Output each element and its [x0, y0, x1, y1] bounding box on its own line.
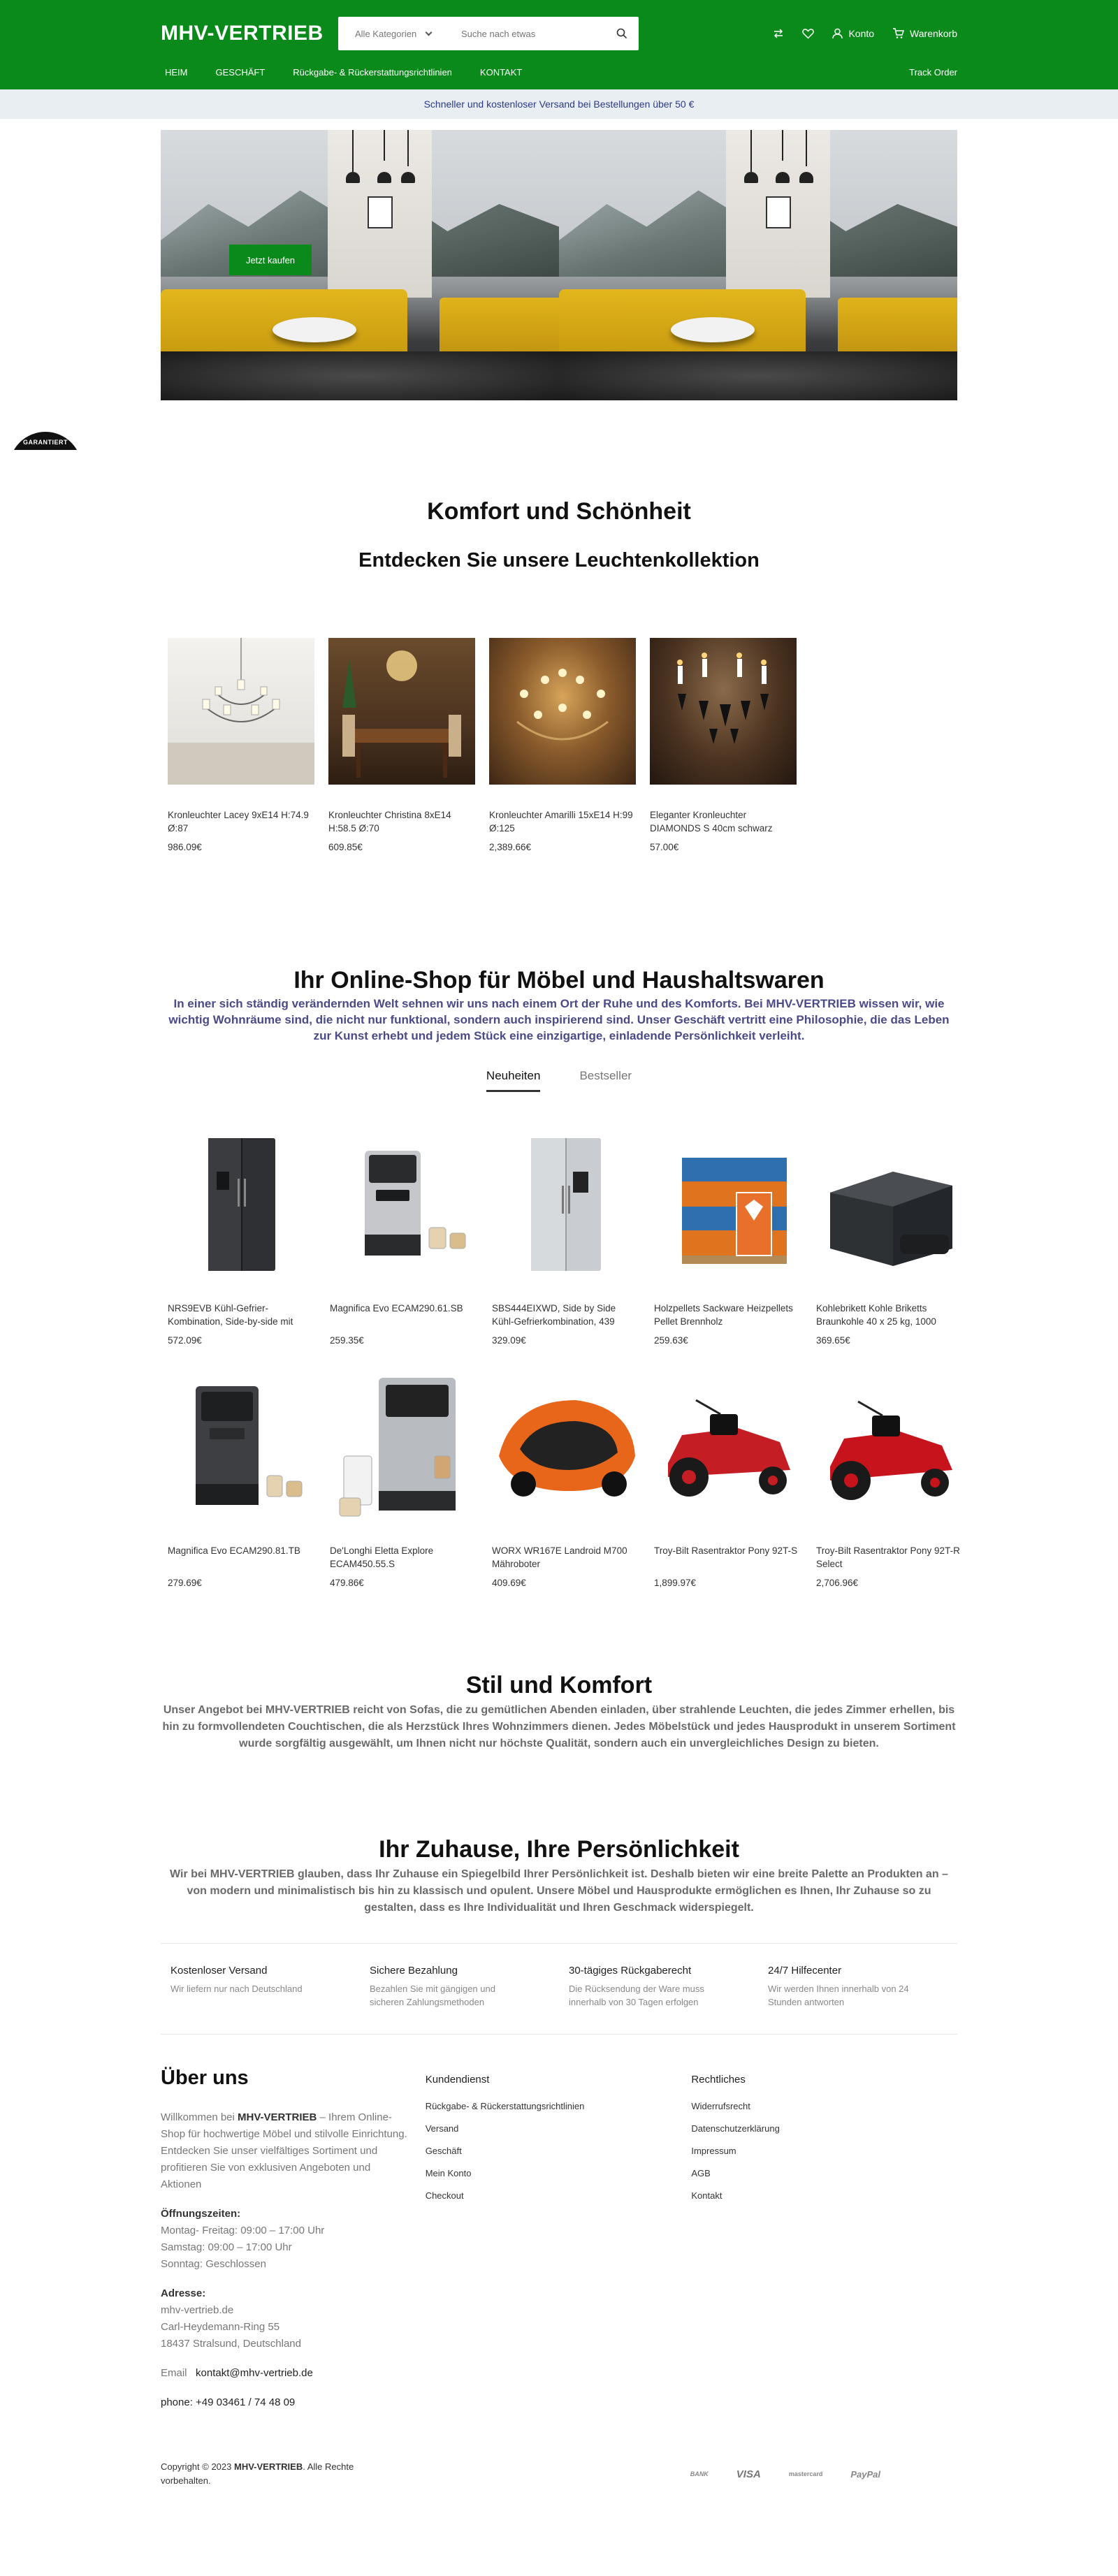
hours-saturday: Samstag: 09:00 – 17:00 Uhr [161, 2241, 292, 2253]
category-select[interactable] [338, 17, 444, 50]
product-price: 409.69€ [492, 1578, 526, 1588]
product-price: 986.09€ [168, 842, 202, 852]
footer-link-contact[interactable]: Kontakt [691, 2190, 723, 2201]
footer-customer-service [426, 2067, 692, 2411]
product-price: 2,706.96€ [816, 1578, 859, 1588]
product-price: 329.09€ [492, 1335, 526, 1346]
footer-link-shop[interactable]: Geschäft [425, 2146, 462, 2156]
product-name[interactable]: WORX WR167E Landroid M700 Mähroboter [492, 1545, 627, 1569]
product-tabs [161, 1069, 957, 1092]
product-card[interactable] [654, 1130, 802, 1346]
product-name[interactable]: Holzpellets Sackware Heizpellets Pellet Brennholz [654, 1303, 793, 1327]
product-image[interactable] [492, 1130, 640, 1278]
product-image[interactable] [816, 1130, 964, 1278]
compare-icon[interactable] [773, 28, 784, 39]
site-header [0, 0, 1118, 89]
shipping-notice: Schneller und kostenloser Versand bei Bestellungen über 50 € [0, 89, 1118, 119]
product-card[interactable] [330, 1372, 478, 1588]
section-title-online-shop: Ihr Online-Shop für Möbel und Haushaltswaren [293, 967, 825, 994]
product-price: 2,389.66€ [489, 842, 532, 852]
product-price: 279.69€ [168, 1578, 202, 1588]
footer-link-withdrawal[interactable]: Widerrufsrecht [691, 2101, 750, 2111]
cart-label: Warenkorb [910, 28, 957, 39]
nav-shop[interactable]: GESCHÄFT [215, 67, 266, 78]
product-price: 259.63€ [654, 1335, 688, 1346]
visa-icon: VISA [736, 2468, 761, 2480]
product-name[interactable]: Troy-Bilt Rasentraktor Pony 92T-S [654, 1545, 798, 1556]
shop-now-button[interactable]: Jetzt kaufen [229, 245, 312, 275]
nav-returns[interactable]: Rückgabe- & Rückerstattungsrichtlinien [293, 67, 452, 78]
cart-link[interactable] [892, 28, 957, 39]
product-name[interactable]: Kronleuchter Amarilli 15xE14 H:99 Ø:125 [489, 810, 633, 834]
product-name[interactable]: Kohlebrikett Kohle Briketts Braunkohle 40 x 25 kg, 1000 [816, 1303, 936, 1327]
product-image[interactable] [330, 1372, 478, 1520]
product-card[interactable] [650, 638, 797, 852]
product-image[interactable] [328, 638, 475, 785]
product-image[interactable] [816, 1372, 964, 1520]
footer-about [161, 2067, 426, 2411]
product-price: 479.86€ [330, 1578, 364, 1588]
search-input[interactable] [444, 17, 605, 50]
product-card[interactable] [492, 1130, 640, 1346]
product-card[interactable] [168, 1130, 316, 1346]
account-link[interactable] [832, 28, 874, 39]
feature-help-center: 24/7 Hilfecenter Wir werden Ihnen innerhalb von 24 Stunden antworten [768, 1965, 909, 2007]
product-image[interactable] [168, 1130, 316, 1278]
hero-image-right [559, 130, 957, 400]
hero-banner [161, 130, 957, 400]
product-card[interactable] [168, 1372, 316, 1588]
product-image[interactable] [168, 638, 314, 785]
search-icon[interactable] [605, 28, 639, 39]
address-line-3: 18437 Stralsund, Deutschland [161, 2338, 301, 2350]
wishlist-heart-icon[interactable] [802, 28, 814, 39]
product-name[interactable]: Magnifica Evo ECAM290.61.SB [330, 1303, 463, 1314]
section-title-style: Stil und Komfort [465, 1672, 653, 1698]
product-image[interactable] [168, 1372, 316, 1520]
features-bar [161, 1943, 957, 2035]
email-link[interactable]: kontakt@mhv-vertrieb.de [196, 2367, 313, 2379]
footer-about-title: Über uns [161, 2067, 249, 2089]
product-card[interactable] [330, 1130, 478, 1346]
product-grid-row-1 [161, 1130, 957, 1346]
footer-link-terms[interactable]: AGB [691, 2168, 711, 2178]
footer-col-title: Rechtliches [691, 2074, 746, 2086]
chevron-down-icon [426, 29, 433, 36]
product-image[interactable] [654, 1372, 802, 1520]
section-home-text: Wir bei MHV-VERTRIEB glauben, dass Ihr Zuhause ein Spiegelbild Ihrer Persönlichkeit ist. Deshalb bieten wir eine breite Palette an Produkten an – von modern und minimalistisch bis hin zu klassisch und opulent. Unsere Möbel und Hausprodukte ermöglichen es Ihnen, Ihr Zuhause so zu gestalten, dass es Ihre Individualität und Ihren Geschmack widerspiegelt. [170, 1868, 948, 1914]
hours-weekday: Montag- Freitag: 09:00 – 17:00 Uhr [161, 2225, 325, 2236]
section-title-home: Ihr Zuhause, Ihre Persönlichkeit [379, 1836, 739, 1863]
hero-image-left [161, 130, 559, 400]
feature-free-shipping: Kostenloser Versand Wir liefern nur nach Deutschland [170, 1965, 303, 1994]
product-image[interactable] [489, 638, 636, 785]
payment-methods [690, 2468, 880, 2480]
footer-legal [691, 2067, 957, 2411]
product-price: 57.00€ [650, 842, 679, 852]
product-image[interactable] [330, 1130, 478, 1278]
product-card[interactable] [168, 638, 314, 852]
nav-track-order[interactable]: Track Order [909, 67, 957, 78]
tab-bestsellers[interactable]: Bestseller [579, 1069, 632, 1082]
footer-link-imprint[interactable]: Impressum [691, 2146, 736, 2156]
cart-icon [892, 28, 904, 39]
product-name[interactable]: Magnifica Evo ECAM290.81.TB [168, 1545, 300, 1556]
guarantee-badge[interactable]: GARANTIERT [9, 432, 82, 450]
product-card[interactable] [816, 1130, 964, 1346]
section-title-comfort: Komfort und Schönheit [427, 498, 691, 525]
section-style-text: Unser Angebot bei MHV-VERTRIEB reicht von Sofas, die zu gemütlichen Abenden einladen, über strahlende Leuchten, die jedes Zimmer erhellen, bis hin zu formvollendeten Couchtischen, die als Herzstück Ihres Wohnzimmers dienen. Jedes Möbelstück und jedes Hausprodukt in unserem Sortiment wurde sorgfältig ausgewählt, um Ihnen nicht nur höchste Qualität, sondern auch ein unvergleichliches Design zu bieten. [162, 1704, 956, 1749]
footer-link-checkout[interactable]: Checkout [425, 2190, 464, 2201]
phone-number: phone: +49 03461 / 74 48 09 [161, 2396, 296, 2408]
paypal-icon: PayPal [850, 2468, 880, 2480]
footer-link-privacy[interactable]: Datenschutzerklärung [691, 2123, 780, 2134]
product-name[interactable]: Eleganter Kronleuchter DIAMONDS S 40cm schwarz [650, 810, 773, 834]
product-price: 259.35€ [330, 1335, 364, 1346]
product-grid-row-2 [161, 1372, 960, 1588]
hours-label: Öffnungszeiten: [161, 2208, 241, 2220]
address-line-2: Carl-Heydemann-Ring 55 [161, 2321, 280, 2333]
bank-transfer-icon: BANK [690, 2471, 709, 2477]
copyright: Copyright © 2023 MHV-VERTRIEB. Alle Rechte vorbehalten. [161, 2461, 354, 2486]
product-name[interactable]: De'Longhi Eletta Explore ECAM450.55.S [330, 1545, 434, 1569]
product-card[interactable] [328, 638, 475, 852]
product-name[interactable]: SBS444EIXWD, Side by Side Kühl-Gefrierkombination, 439 [492, 1303, 616, 1327]
section-subtitle-lights: Entdecken Sie unsere Leuchtenkollektion [358, 549, 760, 572]
section-intro-text: In einer sich ständig verändernden Welt sehnen wir uns nach einem Ort der Ruhe und des Komforts. Bei MHV-VERTRIEB wissen wir, wie wichtig Wohnräume sind, die nicht nur funktional, sondern auch inspirierend sind. Unser Geschäft vertritt eine Philosophie, die das Leben zur Kunst erhebt und jedem Stück eine einzigartige, einladende Persönlichkeit verleiht. [168, 997, 950, 1042]
hours-sunday: Sonntag: Geschlossen [161, 2258, 266, 2270]
footer-about-text: Willkommen bei MHV-VERTRIEB – Ihrem Online-Shop für hochwertige Möbel und stilvolle Einrichtung. Entdecken Sie unser vielfältiges Sortiment und profitieren Sie von exklusiven Angeboten und Aktionen [161, 2111, 407, 2190]
product-name[interactable]: Kronleuchter Christina 8xE14 H:58.5 Ø:70 [328, 810, 451, 834]
address-line-1: mhv-vertrieb.de [161, 2304, 234, 2316]
site-footer [161, 2035, 957, 2411]
product-image[interactable] [492, 1372, 640, 1520]
footer-link-returns[interactable]: Rückgabe- & Rückerstattungsrichtlinien [425, 2101, 585, 2111]
footer-link-account[interactable]: Mein Konto [425, 2168, 472, 2178]
product-price: 609.85€ [328, 842, 363, 852]
address-label: Adresse: [161, 2287, 206, 2299]
product-card[interactable] [492, 1372, 640, 1588]
lights-product-grid [161, 638, 957, 852]
mastercard-icon: mastercard [788, 2471, 823, 2477]
product-name[interactable]: NRS9EVB Kühl-Gefrier-Kombination, Side-by-side mit [168, 1303, 293, 1327]
feature-returns: 30-tägiges Rückgaberecht Die Rücksendung der Ware muss innerhalb von 30 Tagen erfolgen [569, 1965, 704, 2007]
product-price: 369.65€ [816, 1335, 850, 1346]
product-name[interactable]: Troy-Bilt Rasentraktor Pony 92T-R Select [816, 1545, 960, 1569]
main-nav [161, 67, 957, 89]
product-price: 1,899.97€ [654, 1578, 697, 1588]
product-image[interactable] [654, 1130, 802, 1278]
category-select-label: Alle Kategorien [355, 28, 417, 39]
footer-link-shipping[interactable]: Versand [425, 2123, 459, 2134]
nav-contact[interactable]: KONTAKT [479, 67, 523, 78]
product-price: 572.09€ [168, 1335, 202, 1346]
product-card[interactable] [816, 1372, 964, 1588]
site-logo[interactable]: MHV-VERTRIEB [161, 22, 324, 45]
footer-col-title: Kundendienst [425, 2074, 490, 2086]
product-card[interactable] [654, 1372, 802, 1588]
email-label: Email [161, 2367, 187, 2379]
feature-secure-payment: Sichere Bezahlung Bezahlen Sie mit gängigen und sicheren Zahlungsmethoden [370, 1965, 495, 2007]
product-name[interactable]: Kronleuchter Lacey 9xE14 H:74.9 Ø:87 [168, 810, 309, 834]
search-bar [338, 17, 639, 50]
product-image[interactable] [650, 638, 797, 785]
product-card[interactable] [489, 638, 636, 852]
nav-home[interactable]: HEIM [165, 67, 188, 78]
user-icon [832, 28, 843, 39]
tab-new-arrivals[interactable]: Neuheiten [486, 1069, 541, 1092]
account-label: Konto [848, 28, 875, 39]
